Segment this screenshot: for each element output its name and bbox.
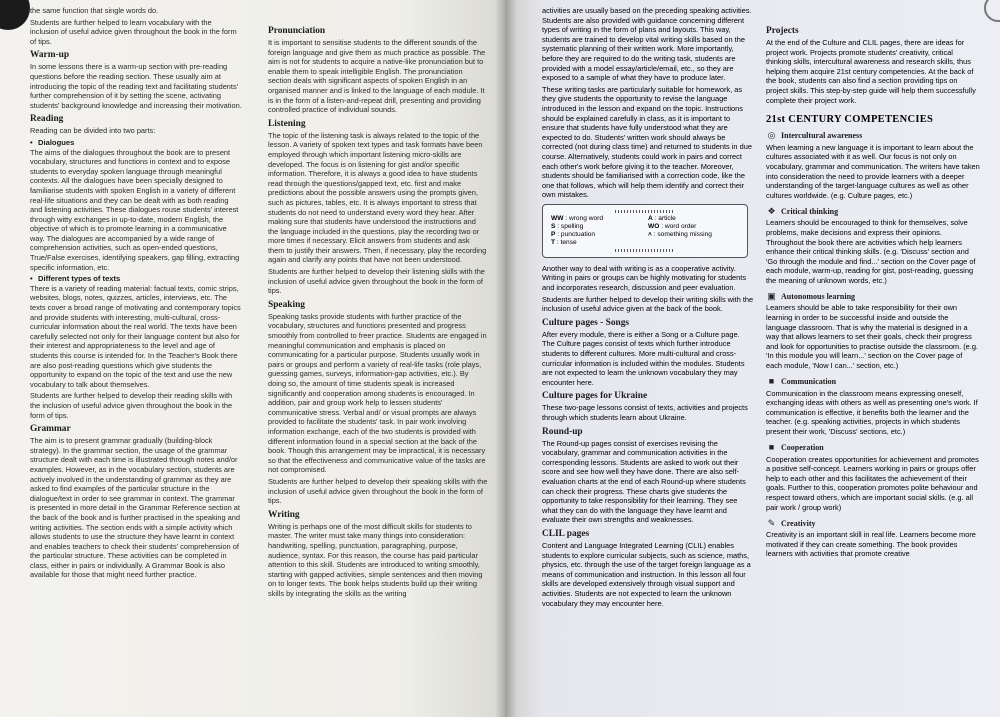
cooperation-icon: ■ (768, 442, 775, 453)
projects-text: At the end of the Culture and CLIL pages, there are ideas for project work. Projects promote students' creativity, critical thinking skills, intercultural awareness and research skills, thus helping them acquire 21st century competencies. At the back of the book, students can also find a section providing tips on project skills. This step-by-step guide will help them successfully complete their project work. (766, 38, 976, 105)
listening-text: The topic of the listening task is always related to the topic of the lesson. A variety of spoken text types and task formats have been employed through which important listening micro-skills are developed. The focus is on listening for gist and/or specific information. Therefore, it is always a good idea to have students read through the questions/gapped text, etc. first and make predictions about the possible answers using the prompts given, such as pictures, tables, etc. It is always important to stress that students do not need to understand every word they hear. After making sure that students have understood the instructions and the language included in the questions, play the recording two or more times if necessary. Elicit answers from students and ask them to justify their answers. Then, if necessary, play the recording again and clarify any points that have not been understood. (268, 130, 487, 265)
code-item: S : spelling (551, 222, 584, 230)
reading-heading: Reading (30, 114, 64, 125)
pronunciation-heading: Pronunciation (268, 26, 326, 36)
projects-heading: Projects (766, 26, 799, 36)
competency-cooperation (766, 443, 980, 513)
dialogues-heading: • Dialogues (30, 138, 242, 148)
culture-songs-text: After every module, there is either a Song or a Culture page. The Culture pages consist of texts which further introduce students to different cultures. More multi-cultural and cross-curricular information is included within the modules. Students are not expected to learn the unknown vocabulary they may encounter here. (542, 329, 745, 387)
globe-icon: ◎ (767, 130, 776, 141)
code-item: A : article (648, 214, 676, 222)
texts-heading: • Different types of texts (30, 274, 242, 284)
warmup-text: In some lessons there is a warm-up section with pre-reading questions before the reading section. These usually aim at introducing the topic of the reading text and facilitating students' further comprehension of it by setting the scene, activating students' background knowledge and increasing their motivation. (30, 62, 242, 110)
competency-title: Intercultural awareness (781, 131, 863, 141)
listening-heading: Listening (268, 118, 306, 129)
warmup-heading: Warm-up (30, 50, 70, 61)
correction-code-box (542, 204, 748, 258)
culture-ukraine-heading: Culture pages for Ukraine (542, 391, 648, 402)
clil-heading: CLIL pages (542, 528, 590, 539)
speaking-heading: Speaking (268, 299, 305, 310)
competency-text: Learners should be encouraged to think for themselves, solve problems, make decisions and express their opinions. Throughout the book there are activities which help learners enhance their critical thinking skills. (e.g. 'Discuss' section and 'Go through the module and find...' section on the Cover page of each module, warm-up, reading for gist, post-reading, guessing the meaning of unknown words, etc.) (766, 218, 976, 285)
listening-tips: Students are further helped to develop their listening skills with the inclusion of useful advice given throughout the book in the form of tips. (268, 267, 485, 296)
homework-text: These writing tasks are particularly suitable for homework, as they give students the opportunity to revise the language introduced in the lesson and expand on the topic. Instructions should be explained carefully in class, as it is important to ensure that students have fully understood what they are expected to do. Students' written work should always be corrected (not during class time) and returned to students in due course. Alternatively, students could work in pairs and correct each other's work before giving it to the teacher. Moreover, students should be familiarised with a correction code, like the one that follows, which will help them identify and correct their own mistakes. (542, 84, 752, 200)
culture-songs-heading: Culture pages - Songs (542, 317, 630, 328)
competency-text: Creativity is an important skill in real life. Learners become more motivated if they can create something. The book provides learners with activities that promote creative (766, 530, 976, 559)
creativity-icon: ✎ (767, 517, 776, 528)
competency-creativity (766, 518, 980, 559)
page-corner-ring (984, 0, 1000, 22)
grammar-text: The aim is to present grammar gradually (building-block strategy). In the grammar section, the usage of the grammar structure dealt with each time is illustrated through notes and/or examples. However, as in the vocabulary section, students are actively involved in the understanding of grammar as they are asked to find examples of the particular structure in the dialogue/text in order to see grammar in context. The grammar is presented in more detail in the Grammar Reference section at the back of the book and is further practised in the speaking and writing activities. The section ends with a simple activity which allows students to use the structure they have learnt in context and enables teachers to check their students' comprehension of the particular structure. These activities can be completed in class, either in pairs or individually. A Grammar Book is also available for those that might need further practice. (30, 436, 240, 580)
competency-title: Critical thinking (781, 207, 839, 217)
competency-title: Communication (781, 377, 837, 387)
left-column-1 (30, 6, 242, 582)
autonomy-icon: ▣ (767, 291, 776, 302)
left-column-2 (268, 6, 488, 600)
page-corner-shadow (0, 0, 30, 30)
competency-critical-thinking (766, 206, 980, 285)
book-gutter (495, 0, 517, 717)
competency-autonomous (766, 291, 980, 370)
correction-code-grid (551, 215, 739, 247)
communication-icon: ■ (768, 376, 775, 387)
cooperative-writing-text: Another way to deal with writing is as a cooperative activity. Writing in pairs or groups can be highly motivating for students and incorporates research, discussion and peer evaluation. (542, 263, 747, 293)
competency-title: Creativity (781, 518, 816, 528)
roundup-heading: Round-up (542, 426, 583, 437)
clil-text: Content and Language Integrated Learning (CLIL) enables students to explore curricular subjects, such as science, maths, physics, etc. through the use of the target foreign language as a means of communication and instruction. In this lesson all four skills are developed extensively through visual support and activities. Students are not expected to learn the unknown vocabulary they may encounter here. (542, 540, 751, 608)
roundup-text: The Round-up pages consist of exercises revising the vocabulary, grammar and communication activities in the corresponding lessons. Students are asked to work out their score and see how well they have done. There are also self-evaluation charts at the end of each Round-up where students can check their progress. These charts give students the opportunity to take responsibility for their learning. They see what they can do with the language they have learnt and evaluate their own strengths and weaknesses. (542, 438, 746, 525)
code-item: P : punctuation (551, 230, 596, 238)
code-item: T : tense (551, 238, 577, 246)
intro-fragment: the same function that single words do. (30, 6, 159, 15)
reading-tips: Students are further helped to develop their reading skills with the inclusion of useful advice given throughout the book in the form of tips. (30, 391, 233, 420)
pronunciation-text: It is important to sensitise students to the different sounds of the foreign language and give them as much practice as possible. The aim is not for students to acquire a native-like pronunciation but to enable them to speak intelligible English. The pronunciation section deals with significant aspects of spoken English in an organised manner and is linked to the language of each module. It is in the form of a listen-and-repeat drill, presenting and providing controlled practice of individual sounds. (268, 38, 486, 115)
code-item: WW : wrong word (551, 214, 604, 222)
competency-title: Cooperation (781, 443, 824, 453)
writing-continued: activities are usually based on the preceding speaking activities. Students are also provided with guidance concerning different types of writing in the form of plans and layouts. This way, students are trained to develop vital writing skills based on the systematic planning of their written work. More importantly, before they are required to do the writing task, students are provided with a model essay/article/email, etc., so they are exposed to a sample of what they have to produce later. (542, 6, 752, 83)
writing-text: Writing is perhaps one of the most difficult skills for students to master. The writer must take many things into consideration: handwriting, spelling, punctuation, paragraphing, purpose, audience, syntax. For this reason, the course has paid particular attention to this skill. Students are introduced to writing smoothly, starting with gapped activities, simple sentences and then moving on to longer texts. The book helps students build up their writing skills by integrating the skills as the writing (268, 521, 483, 598)
competency-text: Learners should be able to take responsibility for their own learning in order to be successful inside and outside the language classroom. That is why the material is designed in a way that allows learners to set their goals, check their progress and look for opportunities to practise outside the classroom. (e.g. 'In this module you will learn...' section on the Cover page of each module, 'Now I can...' section, etc.) (766, 303, 978, 371)
writing-tips: Students are further helped to develop their writing skills with the inclusion of useful advice given at the back of the book. (542, 294, 754, 314)
dialogues-text: The aims of the dialogues throughout the book are to present vocabulary, structures and functions in context and to expose students to everyday spoken language through meaningful contexts. All the dialogues have been specially designed to familiarise students with spoken English in a variety of different real-life situations and they can be dealt with as both reading and listening activities. These dialogues rouse students' interest through witty exchanges in up-to-date, modern English, the objective of which is to promote learning in a communicative way. The dialogues are accompanied by a wide range of comprehension activities, such as open-ended questions, True/False exercises, identifying speakers, gap filling, extracting specific information, etc. (30, 147, 240, 272)
competency-text: Cooperation creates opportunities for achievement and promotes a positive self-concept. Learners working in pairs or groups offer help to each other and this facilitates the achievement of their goals. Further to this, cooperation promotes polite behaviour and respect toward others, which are important social skills. (e.g. all pair work / group work) (766, 454, 979, 512)
speaking-tips: Students are further helped to develop their speaking skills with the inclusion of useful advice given throughout the book in the form of tips. (268, 476, 488, 506)
competency-intercultural (766, 131, 980, 201)
speaking-text: Speaking tasks provide students with further practice of the vocabulary, structures and functions presented and progress smoothly from controlled to freer practice. Students are engaged in meaningful communication and emphasis is placed on communicating for a particular purpose. Students usually work in pairs or groups and perform a variety of real-life tasks (role plays, guessing games, surveys, information-gap activities, etc.). By doing so, the amount of time students speak is increased significantly and cooperation among students is encouraged. In addition, pair and group work help to lessen students' communicative stress. Verbal and/ or visual prompts are always provided to facilitate the students' task. In pair work involving information exchange, each of the two students is provided with different information found in a special section at the back of the book. Though this arrangement may be impractical, it is necessary so that the effectiveness and communicative value of the tasks are not compromised. (268, 311, 487, 475)
ruler-decoration (615, 249, 675, 252)
writing-heading: Writing (268, 509, 300, 520)
competency-text: When learning a new language it is important to learn about the cultures associated with it as well. Our focus is not only on vocabulary, grammar and communication. The writers have taken into consideration the need to provide learners with a deeper understanding of the target-language cultures as well as other cultures worldwide. (e.g. Culture pages, etc.) (766, 142, 980, 200)
grammar-heading: Grammar (30, 424, 71, 435)
competency-text: Communication in the classroom means expressing oneself, exchanging ideas with others as well as presenting one's work. If communication is effective, it benefits both the learner and the teacher. (e.g. speaking activities, projects in which students present their work, 'Discuss' sections, etc.) (766, 388, 978, 436)
right-column-2 (766, 6, 980, 561)
code-item: ˄ : something missing (648, 230, 712, 238)
competencies-heading: 21st CENTURY COMPETENCIES (766, 114, 934, 126)
culture-ukraine-text: These two-page lessons consist of texts, activities and projects through which students learn about Ukraine. (542, 403, 748, 422)
code-item: WO : word order (648, 222, 697, 230)
texts-text: There is a variety of reading material: factual texts, comic strips, websites, blogs, notes, quizzes, articles, interviews, etc. The texts cover a broad range of motivating and contemporary topics and provide students with interesting, multi-cultural, cross-curricular information about the real world. The texts have been carefully selected not only for their language content but also for their interest and appropriateness to the level and age of students this course is intended for. In the Teacher's Book there are also post-reading questions which give students the opportunity to expand on the topic of the text and use the new vocabulary to talk about themselves. (30, 283, 241, 389)
ruler-decoration (615, 210, 675, 213)
intro-tips: Students are further helped to learn vocabulary with the inclusion of useful advice given throughout the book in the form of tips. (30, 17, 237, 46)
right-column-1 (542, 6, 754, 610)
competency-title: Autonomous learning (781, 292, 856, 302)
competency-communication (766, 377, 980, 437)
thinking-icon: ❖ (767, 206, 776, 217)
reading-intro: Reading can be divided into two parts: (30, 126, 156, 136)
